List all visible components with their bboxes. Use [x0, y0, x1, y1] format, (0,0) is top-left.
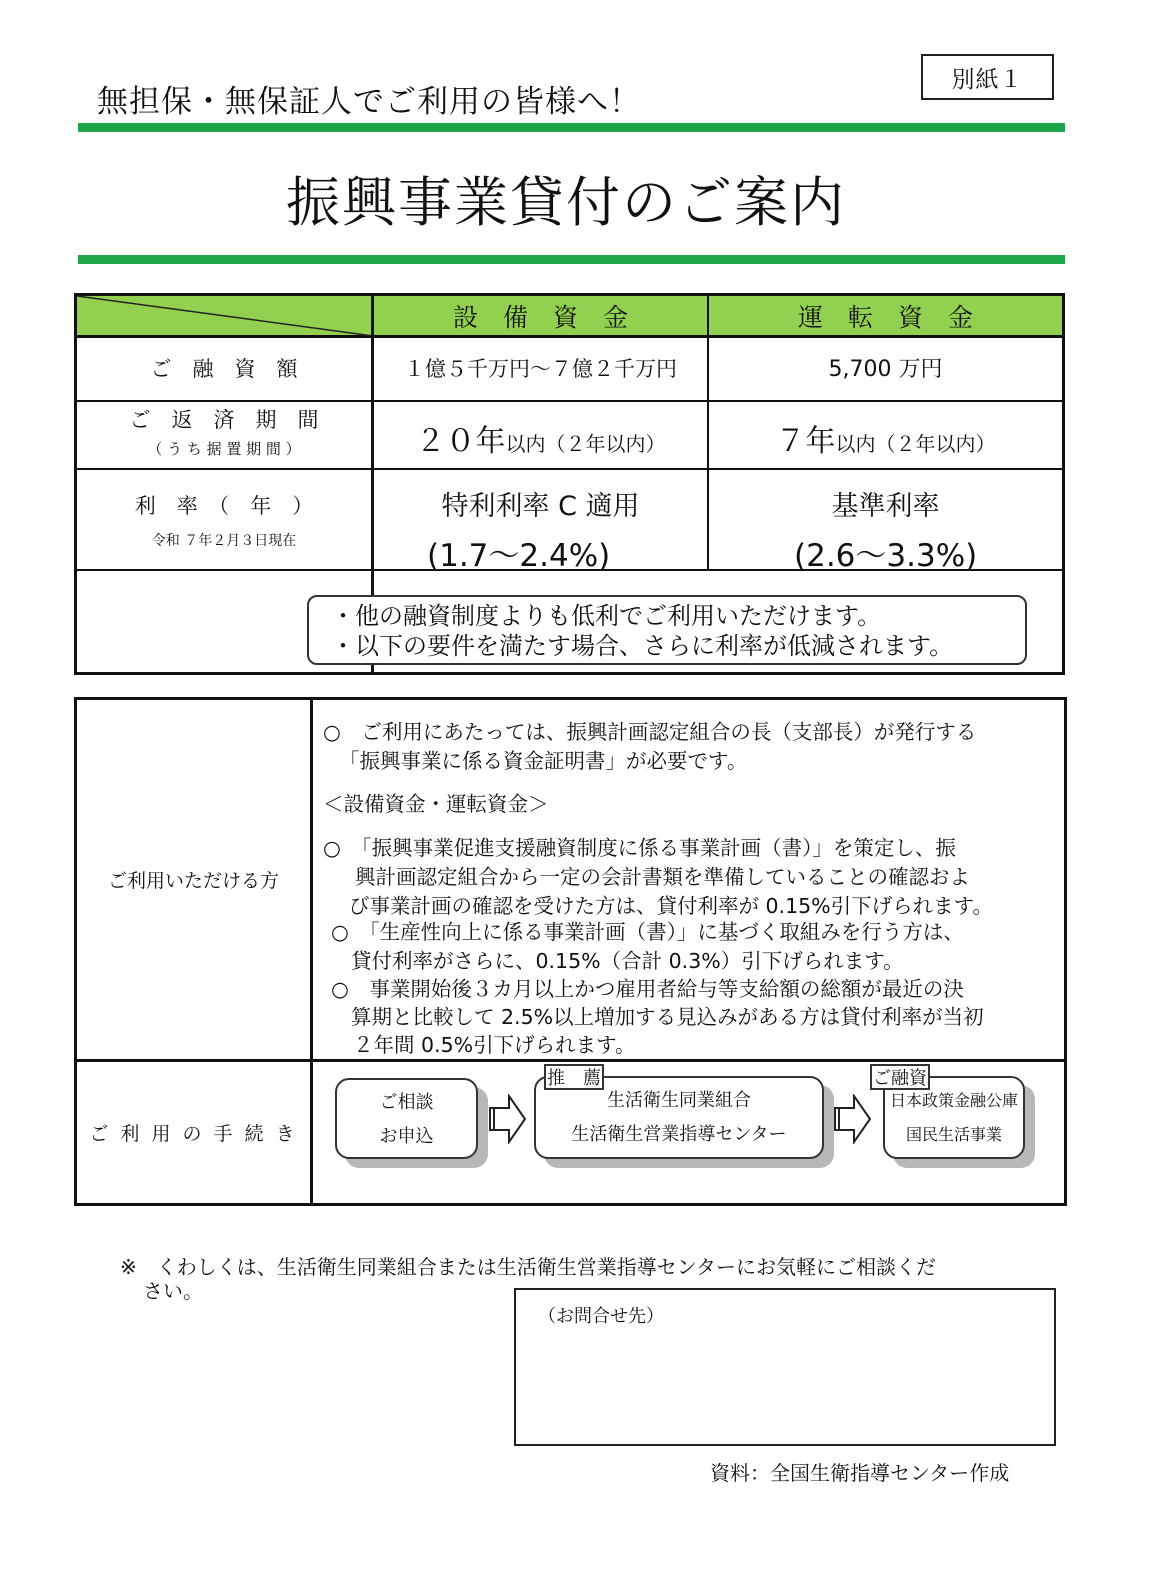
operating-repayment-years: ７年	[775, 424, 836, 459]
arrow-right-icon	[834, 1094, 872, 1144]
arrow-right-icon	[489, 1094, 527, 1144]
top-divider	[78, 123, 1065, 132]
condition-line: ○ 事業開始後３カ月以上かつ雇用者給与等支給額の総額が最近の決	[331, 977, 964, 1001]
step-line: 日本政策金融公庫	[889, 1091, 1018, 1110]
procedure-label: ご 利 用 の 手 続 き	[89, 1123, 298, 1145]
step-line: 生活衛生営業指導センター	[571, 1124, 787, 1145]
condition-line: 算期と比較して 2.5%以上増加する見込みがある方は貸付利率が当初	[351, 1005, 984, 1029]
note-line: ・他の融資制度よりも低利でご利用いただけます。	[331, 602, 882, 630]
footer-note: ※ くわしくは、生活衛生同業組合または生活衛生営業指導センターにお気軽にご相談くだ	[120, 1255, 936, 1279]
condition-line: び事業計画の確認を受けた方は、貸付利率が 0.15%引下げられます。	[349, 894, 993, 918]
step-line: 生活衛生同業組合	[607, 1090, 751, 1111]
row-sublabel-grace: （ う ち 据 置 期 間 ）	[147, 440, 301, 458]
operating-amount: 5,700 万円	[828, 357, 943, 382]
eligibility-label: ご利用いただける方	[107, 870, 279, 892]
column-header-equipment: 設 備 資 金	[452, 302, 628, 332]
condition-line: 「振興事業に係る資金証明書」が必要です。	[339, 749, 748, 773]
condition-line: ○ 「生産性向上に係る事業計画（書）」に基づく取組みを行う方は、	[331, 920, 964, 944]
rate-as-of-date: 令和 ７年２月３日現在	[151, 533, 297, 549]
operating-rate-range: (2.6〜3.3%)	[794, 538, 978, 574]
eligibility-table	[74, 697, 1067, 1206]
row-label-rate: 利 率 （ 年 ）	[134, 494, 314, 518]
page-title: 振興事業貸付のご案内	[286, 171, 846, 234]
financing-tag: ご融資	[870, 1064, 930, 1090]
step-line: お申込	[379, 1126, 434, 1147]
operating-rate-type: 基準利率	[831, 491, 940, 522]
column-divider	[310, 700, 313, 1203]
operating-repayment	[709, 416, 1062, 460]
condition-line: ○ 「振興事業促進支援融資制度に係る事業計画（書）」を策定し、振	[323, 836, 956, 860]
condition-line: ○ ご利用にあたっては、振興計画認定組合の長（支部長）が発行する	[323, 720, 977, 744]
diagonal-header-cell	[77, 296, 373, 336]
equipment-repayment-years: ２０年	[415, 424, 506, 459]
condition-heading: ＜設備資金・運転資金＞	[323, 792, 549, 816]
benefit-notes	[307, 595, 1027, 665]
source-credit: 資料：全国生衛指導センター作成	[710, 1461, 1010, 1485]
attachment-label: 別紙１	[921, 54, 1054, 100]
condition-line: 興計画認定組合から一定の会計書類を準備していることの確認およ	[355, 865, 970, 889]
equipment-repayment-detail: 以内（２年以内）	[505, 432, 666, 456]
loan-terms-table	[74, 293, 1065, 675]
equipment-rate-range: (1.7〜2.4%)	[427, 538, 611, 574]
recommend-tag: 推 薦	[544, 1064, 604, 1090]
row-divider	[77, 400, 1062, 402]
step-consult-apply	[335, 1078, 478, 1159]
row-label-amount: ご 融 資 額	[150, 356, 298, 381]
title-divider	[78, 255, 1065, 264]
step-line: 国民生活事業	[905, 1125, 1002, 1144]
operating-repayment-detail: 以内（２年以内）	[835, 432, 996, 456]
contact-label: （お問合せ先）	[538, 1306, 664, 1327]
row-divider	[77, 468, 1062, 470]
equipment-repayment	[374, 416, 707, 460]
note-line: ・以下の要件を満たす場合、さらに利率が低減されます。	[331, 632, 954, 660]
row-label-repayment: ご 返 済 期 間	[129, 408, 319, 432]
column-header-operating: 運 転 資 金	[797, 302, 973, 332]
contact-box	[514, 1288, 1056, 1446]
subtitle: 無担保・無保証人でご利用の皆様へ！	[97, 84, 641, 120]
equipment-amount: １億５千万円〜７億２千万円	[404, 356, 677, 381]
condition-line: ２年間 0.5%引下げられます。	[353, 1033, 636, 1057]
step-line: ご相談	[379, 1092, 434, 1113]
footer-note-continued: さい。	[143, 1279, 203, 1303]
condition-line: 貸付利率がさらに、0.15%（合計 0.3%）引下げられます。	[351, 949, 904, 973]
equipment-rate-type: 特利利率 C 適用	[441, 491, 640, 522]
